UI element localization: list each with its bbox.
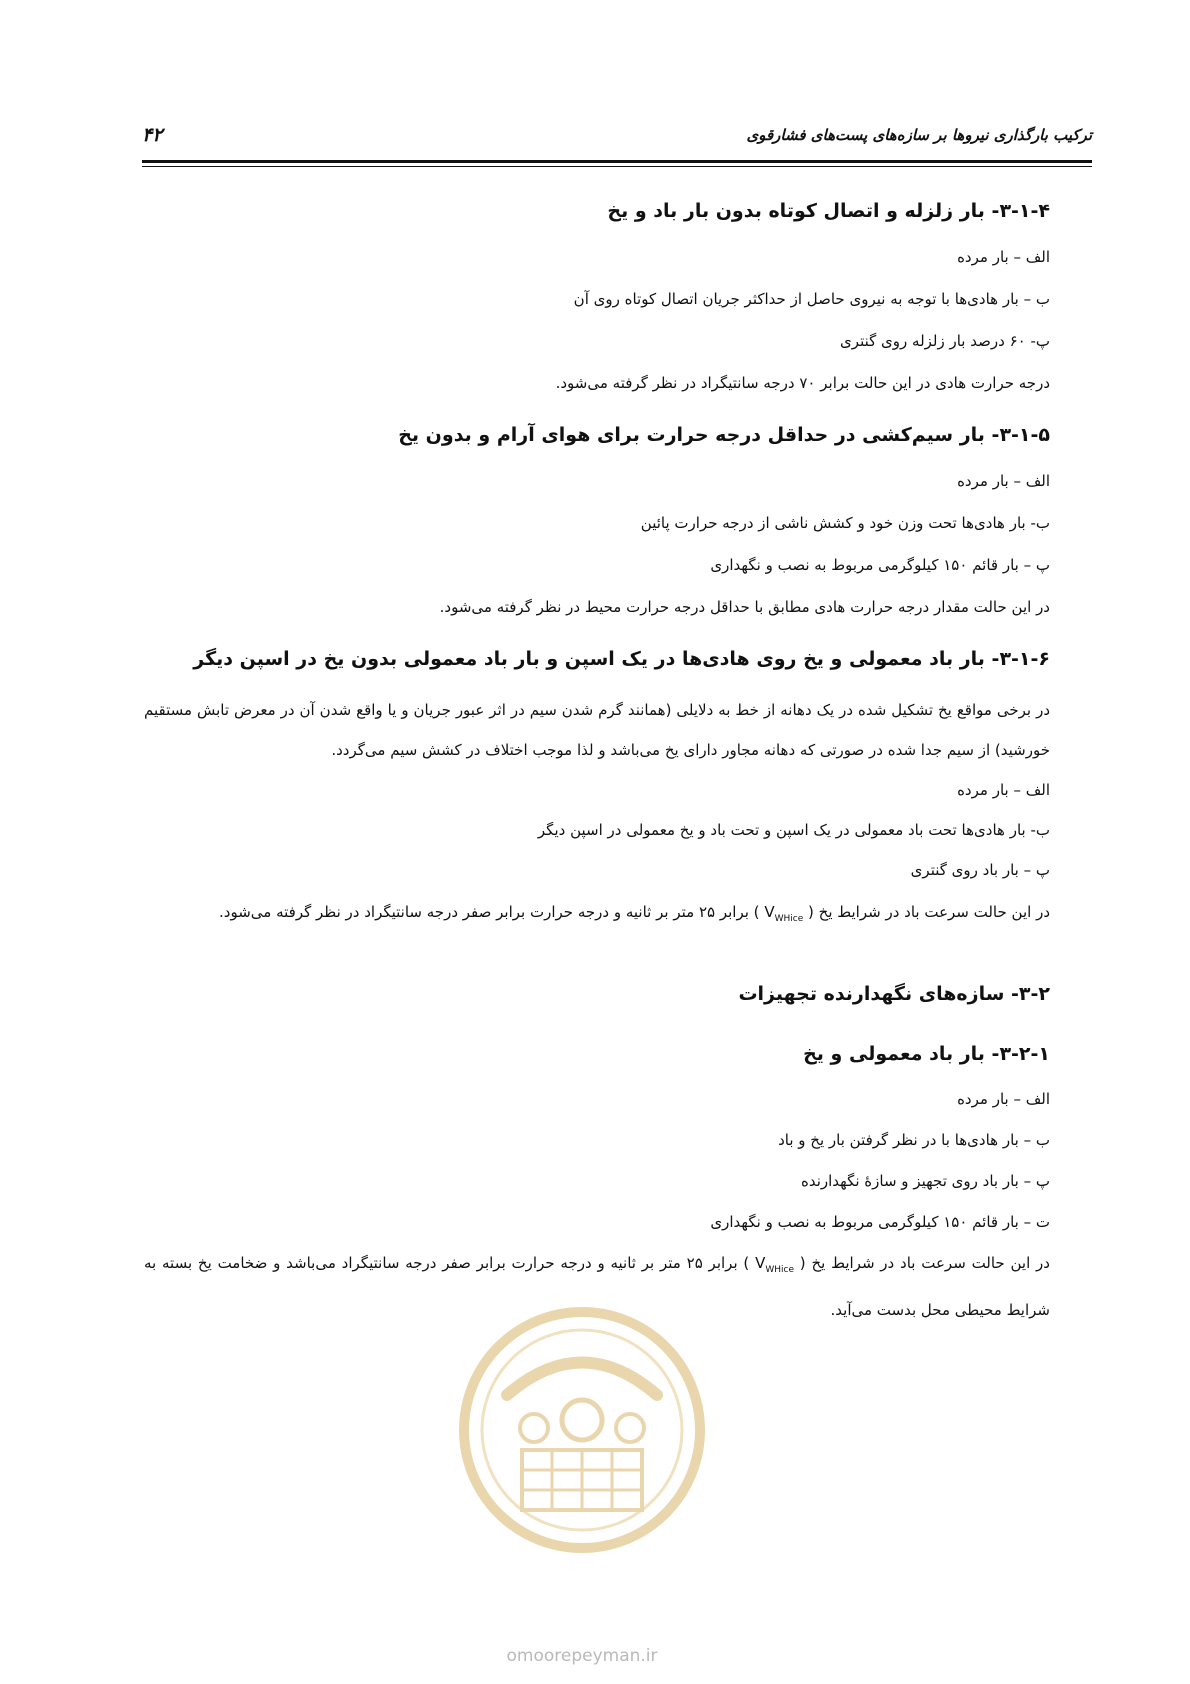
note-text-start: در این حالت سرعت باد در شرایط یخ ( bbox=[808, 903, 1050, 921]
watermark-url: omoorepeyman.ir bbox=[506, 1646, 658, 1666]
variable-subscript: WHice bbox=[765, 1265, 794, 1275]
note-text-end: ) برابر ۲۵ متر بر ثانیه و درجه حرارت برابر صفر درجه سانتیگراد در نظر گرفته می‌شود. bbox=[219, 903, 760, 921]
list-item: ب – بار هادی‌ها با توجه به نیروی حاصل از حداکثر جریان اتصال کوتاه روی آن bbox=[573, 290, 1050, 308]
header-rule-thick bbox=[142, 160, 1092, 163]
list-item: الف – بار مرده bbox=[957, 472, 1050, 490]
watermark-seal-icon bbox=[452, 1300, 712, 1560]
list-item: ب- بار هادی‌ها تحت باد معمولی در یک اسپن و تحت باد و یخ معمولی در اسپن دیگر bbox=[537, 821, 1050, 839]
section-heading-3-1-6: ۳-۱-۶- بار باد معمولی و یخ روی هادی‌ها در یک اسپن و بار باد معمولی بدون یخ در اسپن دیگر bbox=[193, 648, 1050, 670]
variable-symbol bbox=[764, 903, 804, 924]
running-title: ترکیب بارگذاری نیروها بر سازه‌های پست‌های فشارقوی bbox=[746, 126, 1092, 144]
list-item: ب – بار هادی‌ها با در نظر گرفتن بار یخ و باد bbox=[778, 1131, 1050, 1149]
section-note bbox=[144, 1243, 1050, 1330]
list-item: ب- بار هادی‌ها تحت وزن خود و کشش ناشی از درجه حرارت پائین bbox=[640, 514, 1050, 532]
page-header bbox=[142, 126, 1092, 156]
header-rule-thin bbox=[142, 166, 1092, 167]
section-heading-3-1-5: ۳-۱-۵- بار سیم‌کشی در حداقل درجه حرارت برای هوای آرام و بدون یخ bbox=[398, 424, 1050, 446]
list-item: پ – بار قائم ۱۵۰ کیلوگرمی مربوط به نصب و نگهداری bbox=[710, 556, 1050, 574]
page-number: ۴۲ bbox=[142, 124, 163, 146]
list-item: پ – بار باد روی گنتری bbox=[910, 861, 1050, 879]
list-item: ت – بار قائم ۱۵۰ کیلوگرمی مربوط به نصب و نگهداری bbox=[710, 1213, 1050, 1231]
variable-symbol bbox=[755, 1254, 794, 1275]
note-text-end: ) برابر ۲۵ متر بر ثانیه و درجه حرارت برابر صفر درجه سانتیگراد می‌باشد و ضخامت یخ بسته به شرایط محیطی محل بدست می‌آید. bbox=[144, 1254, 1050, 1319]
variable-letter: V bbox=[755, 1254, 766, 1272]
note-text-start: در این حالت سرعت باد در شرایط یخ ( bbox=[799, 1254, 1050, 1272]
variable-subscript: WHice bbox=[774, 914, 804, 924]
section-heading-3-2-1: ۳-۲-۱- بار باد معمولی و یخ bbox=[803, 1043, 1050, 1065]
list-item: الف – بار مرده bbox=[957, 248, 1050, 266]
variable-letter: V bbox=[764, 903, 775, 921]
page-body bbox=[144, 196, 1050, 1330]
section-heading-3-2: ۳-۲- سازه‌های نگهدارنده تجهیزات bbox=[738, 983, 1050, 1005]
section-note: در این حالت مقدار درجه حرارت هادی مطابق با حداقل درجه حرارت محیط در نظر گرفته می‌شود. bbox=[439, 598, 1050, 616]
section-note bbox=[144, 890, 1050, 941]
list-item: الف – بار مرده bbox=[957, 1090, 1050, 1108]
list-item: پ- ۶۰ درصد بار زلزله روی گنتری bbox=[840, 332, 1050, 350]
section-note: درجه حرارت هادی در این حالت برابر ۷۰ درجه سانتیگراد در نظر گرفته می‌شود. bbox=[555, 374, 1050, 392]
section-intro: در برخی مواقع یخ تشکیل شده در یک دهانه از خط به دلایلی (همانند گرم شدن سیم در اثر عبور جریان و یا واقع شدن آن در معرض تابش مستقیم خورشید) از سیم جدا شده در صورتی که دهانه مجاور دارای یخ می‌باشد و لذا موجب اختلاف در کشش سیم می‌گردد. bbox=[144, 701, 1050, 759]
list-item: پ – بار باد روی تجهیز و سازهٔ نگهدارنده bbox=[800, 1172, 1050, 1190]
list-item: الف – بار مرده bbox=[957, 781, 1050, 799]
section-heading-3-1-4: ۳-۱-۴- بار زلزله و اتصال کوتاه بدون بار باد و یخ bbox=[607, 200, 1050, 222]
